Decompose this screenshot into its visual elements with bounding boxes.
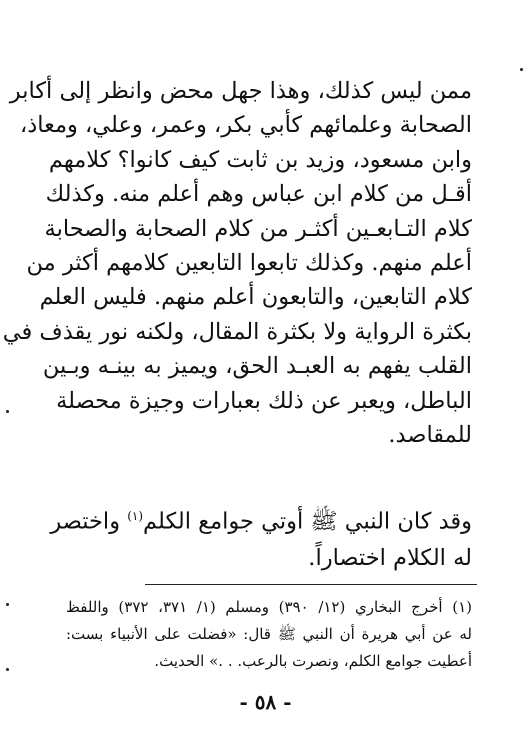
text-line: القلب يفهم به العبـد الحق، ويميز به بينـه وبـين xyxy=(42,353,472,380)
text-segment: واختصر xyxy=(50,508,128,535)
text-line: له الكلام اختصاراً. xyxy=(308,544,472,571)
scan-speck xyxy=(6,668,9,671)
text-line: أعلم منهم. وكذلك تابعوا التابعين كلامهم أكثر من xyxy=(26,250,472,277)
text-segment: وقد كان النبي ﷺ أوتي جوامع الكلم xyxy=(143,508,472,535)
scan-speck xyxy=(520,68,523,71)
text-line: ممن ليس كذلك، وهذا جهل محض وانظر إلى أكابر xyxy=(9,78,472,104)
text-line: وابن مسعود، وزيد بن ثابت كيف كانوا؟ كلامهم xyxy=(48,146,472,173)
text-line: الباطل، ويعبر عن ذلك بعبارات وجيزة محصلة xyxy=(56,387,472,414)
text-line: للمقاصد. xyxy=(388,422,472,449)
footnote-line: (١) أخرج البخاري (١٢/ ٣٩٠) ومسلم (١/ ٣٧١، ٣٧٢) واللفظ xyxy=(66,598,472,616)
scan-speck xyxy=(6,603,9,606)
main-paragraph xyxy=(2,74,472,452)
scan-speck xyxy=(6,410,9,413)
text-line xyxy=(50,498,472,540)
text-line: كلام التابعين، والتابعون أعلم منهم. فليس العلم xyxy=(39,284,472,311)
text-line: بكثرة الرواية ولا بكثرة المقال، ولكنه نور يقذف في xyxy=(2,318,472,345)
footnote-reference[interactable]: (١) xyxy=(127,509,144,523)
second-paragraph xyxy=(50,498,472,576)
footnote-line: أعطيت جوامع الكلم، ونصرت بالرعب. . .» الحديث. xyxy=(154,652,472,670)
footnote-line: له عن أبي هريرة أن النبي ﷺ قال: «فضلت على الأنبياء بست: xyxy=(66,625,472,643)
text-line: الصحابة وعلمائهم كأبي بكر، وعمر، وعلي، ومعاذ، xyxy=(19,112,472,139)
text-line: أقـل من كلام ابن عباس وهم أعلم منه. وكذلك xyxy=(45,181,472,208)
footnote-separator xyxy=(145,584,477,585)
page-number: - ٥٨ - xyxy=(239,690,292,714)
footnote-block xyxy=(66,594,472,675)
text-line: كلام التـابعـين أكثـر من كلام الصحابة والصحابة xyxy=(44,215,472,242)
